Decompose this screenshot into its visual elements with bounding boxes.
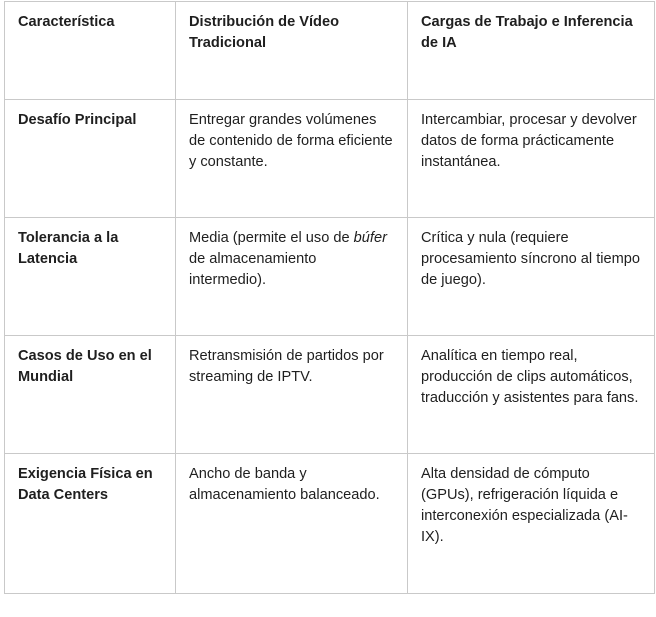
table-cell: Alta densidad de cómputo (GPUs), refrigeración líquida e interconexión especializada (AI-IX). [408,454,655,594]
header-feature: Característica [5,2,176,100]
row-label: Desafío Principal [5,100,176,218]
row-label: Casos de Uso en el Mundial [5,336,176,454]
cell-text-emphasis: búfer [353,230,387,246]
table-row [5,100,655,218]
table-cell: Crítica y nula (requiere procesamiento síncrono al tiempo de juego). [408,218,655,336]
comparison-table [4,1,655,594]
table-cell: Analítica en tiempo real, producción de clips automáticos, traducción y asistentes para fans. [408,336,655,454]
table-cell: Entregar grandes volúmenes de contenido de forma eficiente y constante. [176,100,408,218]
row-label: Tolerancia a la Latencia [5,218,176,336]
header-traditional-video: Distribución de Vídeo Tradicional [176,2,408,100]
header-ai-workloads: Cargas de Trabajo e Inferencia de IA [408,2,655,100]
cell-text-prefix: Media (permite el uso de [189,230,354,246]
row-label: Exigencia Física en Data Centers [5,454,176,594]
table-cell: Retransmisión de partidos por streaming de IPTV. [176,336,408,454]
table-cell: Ancho de banda y almacenamiento balanceado. [176,454,408,594]
table-row [5,336,655,454]
table-row [5,218,655,336]
table-cell [176,218,408,336]
table-cell: Intercambiar, procesar y devolver datos de forma prácticamente instantánea. [408,100,655,218]
table-row [5,454,655,594]
table-header-row [5,2,655,100]
cell-text-suffix: de almacenamiento intermedio). [189,251,317,288]
